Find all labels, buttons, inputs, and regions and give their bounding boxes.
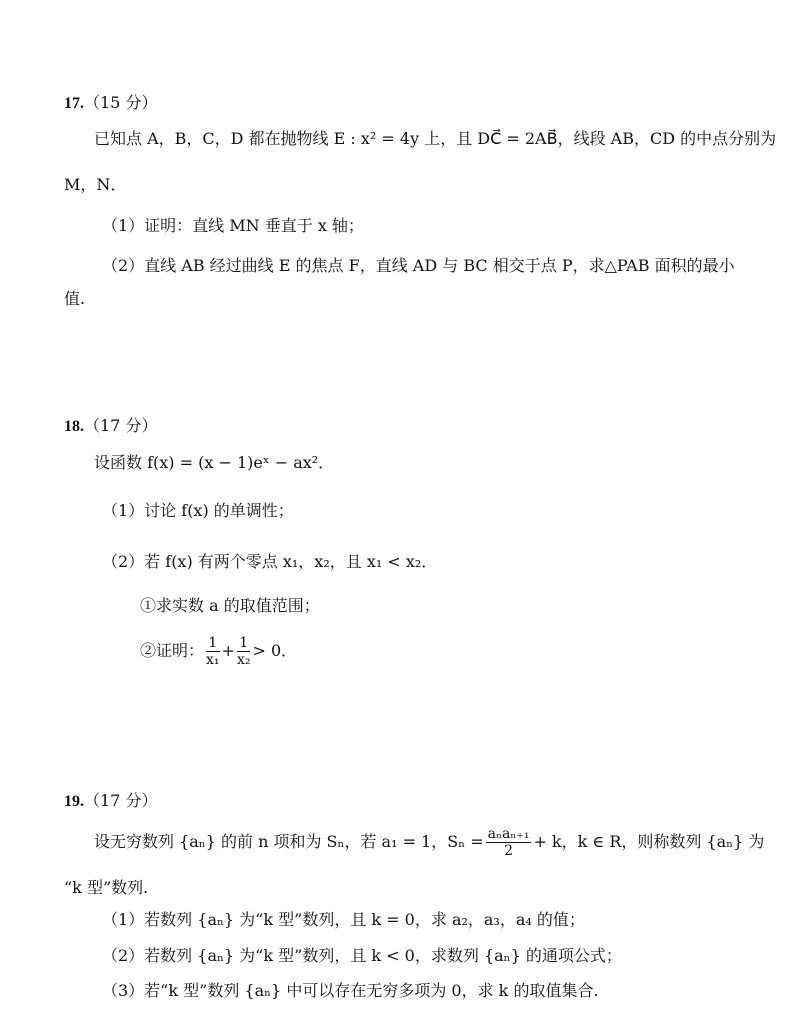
fraction-denominator: x₂ [236, 652, 251, 668]
fraction-numerator: 1 [206, 635, 220, 652]
q17-part-1: （1）证明：直线 MN 垂直于 x 轴； [102, 216, 364, 235]
q19-stem-post: + k，k ∈ R，则称数列 {aₙ} 为 [533, 832, 765, 851]
q18-sub-2 [140, 633, 297, 669]
fraction-denominator: x₁ [206, 652, 220, 668]
q18-part-1: （1）讨论 f(x) 的单调性； [102, 501, 294, 520]
fraction-numerator: 1 [237, 635, 251, 652]
q17-points: （15 分） [84, 93, 158, 112]
fraction-an-an1-over-2 [486, 826, 532, 859]
q18-points: （17 分） [84, 416, 158, 435]
q17-stem-cont: M，N． [64, 175, 127, 194]
inequality-tail: > 0． [252, 641, 298, 660]
q18-number: 18. [64, 418, 84, 435]
fraction-denominator: 2 [504, 843, 513, 859]
q19-number: 19. [64, 793, 84, 810]
q18-header [64, 415, 157, 438]
q18-part-2: （2）若 f(x) 有两个零点 x₁，x₂，且 x₁ < x₂． [102, 552, 438, 571]
q17-part-2-cont: 值. [64, 289, 86, 308]
q19-part-3: （3）若“k 型”数列 {aₙ} 中可以存在无穷多项为 0，求 k 的取值集合. [102, 981, 599, 1000]
q19-part-1: （1）若数列 {aₙ} 为“k 型”数列，且 k = 0，求 a₂，a₃，a₄ 的值； [102, 910, 585, 929]
q19-part-2: （2）若数列 {aₙ} 为“k 型”数列，且 k < 0，求数列 {aₙ} 的通项公式； [102, 946, 622, 965]
q17-part-2: （2）直线 AB 经过曲线 E 的焦点 F，直线 AD 与 BC 相交于点 P，求△PAB 面积的最小 [102, 256, 735, 275]
q17-header [64, 92, 157, 115]
q17-number: 17. [64, 95, 84, 112]
q17-stem: 已知点 A，B，C，D 都在抛物线 E : x² = 4y 上，且 DC⃗ = 2AB⃗，线段 AB，CD 的中点分别为 [94, 129, 777, 148]
q18-sub-2-label: ②证明： [140, 641, 205, 660]
q19-points: （17 分） [84, 791, 158, 810]
q19-stem-pre: 设无穷数列 {aₙ} 的前 n 项和为 Sₙ，若 a₁ = 1，Sₙ = [94, 832, 484, 851]
fraction-1-over-x2 [237, 635, 251, 668]
q18-sub-1: ①求实数 a 的取值范围； [140, 596, 320, 615]
fraction-1-over-x1 [206, 635, 220, 668]
fraction-numerator: aₙaₙ₊₁ [487, 826, 530, 842]
q19-stem [94, 824, 764, 860]
plus-sign: + [221, 641, 235, 660]
q19-stem-cont: “k 型”数列. [64, 878, 149, 897]
q18-stem: 设函数 f(x) = (x − 1)eˣ − ax²． [94, 453, 335, 472]
q19-header [64, 790, 157, 813]
